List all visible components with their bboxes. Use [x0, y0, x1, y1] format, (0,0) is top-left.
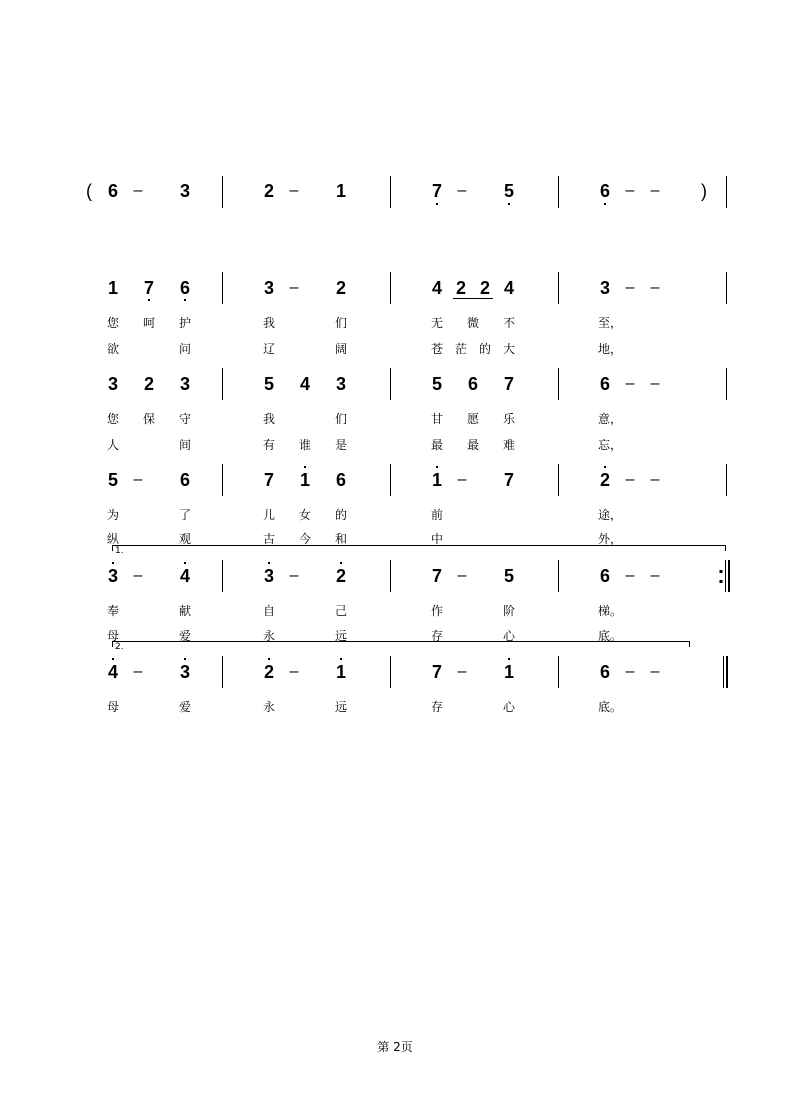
repeat-barline-thick: [728, 560, 730, 592]
lyric: 无: [430, 316, 444, 330]
lyric: 我: [262, 316, 276, 330]
first-ending-hook: [112, 545, 113, 551]
lyric: 梯。: [597, 604, 623, 618]
lyric: 的: [334, 508, 348, 522]
note: 1: [335, 181, 347, 201]
note: 7: [143, 278, 155, 298]
final-barline-thick: [726, 656, 728, 688]
note: 4: [179, 566, 191, 586]
low-octave-dot: [436, 203, 438, 205]
note: 5: [263, 374, 275, 394]
barline: [558, 272, 559, 304]
note: 6: [179, 470, 191, 490]
lyric: 自: [262, 604, 276, 618]
lyric: 爱: [178, 629, 192, 643]
lyric: 底。: [597, 629, 623, 643]
low-octave-dot: [148, 299, 150, 301]
dash: –: [625, 182, 635, 199]
low-octave-dot: [184, 299, 186, 301]
note: 3: [599, 278, 611, 298]
close-parenthesis: ): [701, 181, 707, 201]
dash: –: [650, 663, 660, 680]
note: 7: [503, 470, 515, 490]
barline: [726, 176, 727, 208]
barline: [222, 368, 223, 400]
note: 2: [479, 278, 491, 298]
lyric: 乐: [502, 412, 516, 426]
lyric: 您: [106, 316, 120, 330]
barline: [222, 656, 223, 688]
dash: –: [625, 471, 635, 488]
high-octave-dot: [268, 562, 270, 564]
lyric: 底。: [597, 700, 623, 714]
note: 3: [179, 181, 191, 201]
dash: –: [625, 279, 635, 296]
note: 5: [107, 470, 119, 490]
lyric: 忘，: [597, 438, 623, 452]
lyric: 辽: [262, 342, 276, 356]
dash: –: [289, 279, 299, 296]
page-number: 第 2页: [377, 1040, 413, 1054]
note: 6: [467, 374, 479, 394]
lyric: 了: [178, 508, 192, 522]
note: 4: [503, 278, 515, 298]
low-octave-dot: [604, 203, 606, 205]
barline: [726, 368, 727, 400]
note: 3: [263, 278, 275, 298]
barline: [390, 368, 391, 400]
lyric: 最: [430, 438, 444, 452]
dash: –: [133, 182, 143, 199]
high-octave-dot: [340, 562, 342, 564]
lyric: 问: [178, 342, 192, 356]
lyric: 作: [430, 604, 444, 618]
dash: –: [650, 567, 660, 584]
dash: –: [650, 471, 660, 488]
note: 2: [263, 181, 275, 201]
lyric: 为: [106, 508, 120, 522]
note: 3: [335, 374, 347, 394]
high-octave-dot: [604, 466, 606, 468]
barline: [390, 656, 391, 688]
note: 4: [299, 374, 311, 394]
note: 6: [599, 374, 611, 394]
lyric: 您: [106, 412, 120, 426]
barline: [558, 464, 559, 496]
lyric: 们: [334, 412, 348, 426]
lyric: 至，: [597, 316, 623, 330]
lyric: 甘: [430, 412, 444, 426]
lyric: 阶: [502, 604, 516, 618]
high-octave-dot: [304, 466, 306, 468]
dash: –: [457, 471, 467, 488]
lyric: 难: [502, 438, 516, 452]
first-ending-hook: [725, 545, 726, 551]
note: 5: [503, 181, 515, 201]
barline: [222, 560, 223, 592]
dash: –: [625, 375, 635, 392]
note: 6: [599, 181, 611, 201]
lyric: 今: [298, 532, 312, 546]
high-octave-dot: [268, 658, 270, 660]
lyric: 己: [334, 604, 348, 618]
high-octave-dot: [340, 658, 342, 660]
final-barline-thin: [723, 656, 724, 688]
dash: –: [625, 663, 635, 680]
lyric: 纵: [106, 532, 120, 546]
lyric: 微: [466, 316, 480, 330]
note: 2: [335, 566, 347, 586]
lyric: 最: [466, 438, 480, 452]
note: 6: [335, 470, 347, 490]
note: 3: [179, 662, 191, 682]
note: 3: [107, 374, 119, 394]
lyric: 阔: [334, 342, 348, 356]
lyric: 爱: [178, 700, 192, 714]
lyric: 间: [178, 438, 192, 452]
second-ending-bracket: [112, 641, 690, 642]
note: 6: [599, 662, 611, 682]
dash: –: [650, 375, 660, 392]
note: 7: [503, 374, 515, 394]
note: 7: [431, 566, 443, 586]
note: 2: [143, 374, 155, 394]
lyric: 是: [334, 438, 348, 452]
lyric: 的: [478, 342, 492, 356]
lyric: 永: [262, 700, 276, 714]
note: 2: [599, 470, 611, 490]
repeat-dot: [720, 580, 723, 583]
second-ending-hook: [112, 641, 113, 647]
high-octave-dot: [112, 658, 114, 660]
note: 5: [503, 566, 515, 586]
high-octave-dot: [184, 562, 186, 564]
note: 6: [599, 566, 611, 586]
lyric: 们: [334, 316, 348, 330]
lyric: 母: [106, 700, 120, 714]
dash: –: [650, 279, 660, 296]
dash: –: [133, 567, 143, 584]
note: 1: [503, 662, 515, 682]
lyric: 苍: [430, 342, 444, 356]
lyric: 途，: [597, 508, 623, 522]
barline: [726, 272, 727, 304]
lyric: 人: [106, 438, 120, 452]
dash: –: [133, 663, 143, 680]
barline: [558, 656, 559, 688]
note: 6: [179, 278, 191, 298]
lyric: 古: [262, 532, 276, 546]
dash: –: [133, 471, 143, 488]
barline: [222, 272, 223, 304]
lyric: 我: [262, 412, 276, 426]
lyric: 欲: [106, 342, 120, 356]
high-octave-dot: [436, 466, 438, 468]
note: 4: [431, 278, 443, 298]
eighth-underline: [453, 298, 493, 299]
note: 5: [431, 374, 443, 394]
lyric: 远: [334, 629, 348, 643]
lyric: 和: [334, 532, 348, 546]
dash: –: [289, 663, 299, 680]
repeat-dot: [720, 570, 723, 573]
note: 7: [263, 470, 275, 490]
lyric: 外，: [597, 532, 623, 546]
barline: [390, 560, 391, 592]
note: 2: [455, 278, 467, 298]
note: 7: [431, 662, 443, 682]
dash: –: [625, 567, 635, 584]
note: 6: [107, 181, 119, 201]
lyric: 心: [502, 700, 516, 714]
open-parenthesis: (: [86, 181, 92, 201]
lyric: 心: [502, 629, 516, 643]
dash: –: [457, 663, 467, 680]
dash: –: [457, 567, 467, 584]
lyric: 不: [502, 316, 516, 330]
lyric: 地，: [597, 342, 623, 356]
dash: –: [289, 567, 299, 584]
high-octave-dot: [508, 658, 510, 660]
barline: [558, 368, 559, 400]
lyric: 存: [430, 629, 444, 643]
lyric: 永: [262, 629, 276, 643]
note: 2: [263, 662, 275, 682]
lyric: 母: [106, 629, 120, 643]
note: 7: [431, 181, 443, 201]
note: 1: [107, 278, 119, 298]
lyric: 观: [178, 532, 192, 546]
lyric: 守: [178, 412, 192, 426]
barline: [390, 464, 391, 496]
lyric: 护: [178, 316, 192, 330]
barline: [222, 176, 223, 208]
repeat-barline-thin: [725, 560, 726, 592]
dash: –: [650, 182, 660, 199]
lyric: 保: [142, 412, 156, 426]
second-ending-hook: [689, 641, 690, 647]
lyric: 谁: [298, 438, 312, 452]
lyric: 奉: [106, 604, 120, 618]
lyric: 呵: [142, 316, 156, 330]
note: 1: [299, 470, 311, 490]
lyric: 前: [430, 508, 444, 522]
note: 3: [263, 566, 275, 586]
lyric: 儿: [262, 508, 276, 522]
lyric: 女: [298, 508, 312, 522]
note: 4: [107, 662, 119, 682]
dash: –: [457, 182, 467, 199]
note: 1: [431, 470, 443, 490]
note: 1: [335, 662, 347, 682]
dash: –: [289, 182, 299, 199]
barline: [558, 176, 559, 208]
high-octave-dot: [112, 562, 114, 564]
barline: [726, 464, 727, 496]
first-ending-bracket: [112, 545, 726, 546]
lyric: 有: [262, 438, 276, 452]
high-octave-dot: [184, 658, 186, 660]
lyric: 大: [502, 342, 516, 356]
second-ending-number: 2.: [115, 642, 124, 652]
barline: [390, 272, 391, 304]
lyric: 意，: [597, 412, 623, 426]
first-ending-number: 1.: [115, 546, 124, 556]
note: 2: [335, 278, 347, 298]
lyric: 存: [430, 700, 444, 714]
barline: [558, 560, 559, 592]
barline: [390, 176, 391, 208]
low-octave-dot: [508, 203, 510, 205]
lyric: 远: [334, 700, 348, 714]
lyric: 茫: [454, 342, 468, 356]
lyric: 中: [430, 532, 444, 546]
barline: [222, 464, 223, 496]
lyric: 献: [178, 604, 192, 618]
note: 3: [107, 566, 119, 586]
note: 3: [179, 374, 191, 394]
lyric: 愿: [466, 412, 480, 426]
